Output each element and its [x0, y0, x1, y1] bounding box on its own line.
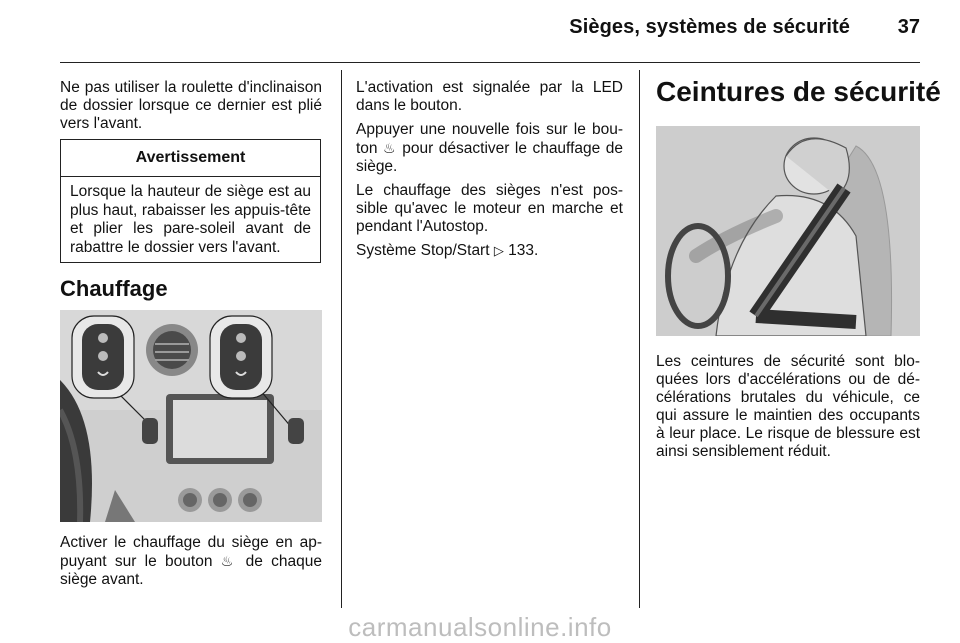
seatbelts-text: Les ceintures de sécurité sont blo-quées lors d'accélérations ou de dé-célérations brutales du véhicule, ce qui assure le maintien des occupants à leur place. Le risque de blessure est ainsi sensiblement réduit. — [656, 353, 920, 460]
led-paragraph: L'activation est signalée par la LED dans le bouton. — [356, 79, 623, 114]
seatbelt-illustration — [656, 126, 920, 336]
seat-heating-icon: ♨ — [383, 140, 397, 156]
deactivate-text-start: Appuyer une nouvelle fois sur le bou-ton — [356, 121, 623, 157]
warning-title: Avertissement — [61, 140, 320, 177]
stop-start-page[interactable]: 133. — [508, 242, 539, 259]
deactivate-text-end: pour désactiver le chauffage de siège. — [356, 140, 623, 175]
page-number: 37 — [897, 16, 920, 38]
seat-heating-icon: ♨ — [220, 553, 238, 569]
warning-text: Lorsque la hauteur de siège est au plus haut, rabaisser les appuis-tête et plier les pare-soleil avant de rabattre le dossier vers l'avant. — [70, 183, 311, 256]
page-header-title: Sièges, systèmes de sécurité — [569, 16, 850, 38]
seatbelts-heading: Ceintures de sécurité — [656, 76, 941, 107]
triangle-right-icon: ▷ — [493, 243, 504, 258]
header-rule — [60, 62, 920, 63]
seatbelts-paragraph — [656, 353, 920, 467]
heating-heading: Chauffage — [60, 276, 168, 301]
column-divider-2 — [639, 70, 640, 608]
watermark: carmanualsonline.info — [348, 612, 612, 642]
heating-paragraph — [60, 534, 322, 589]
engine-paragraph: Le chauffage des sièges n'est pos-sible qu'avec le moteur en marche et pendant l'Autostop. — [356, 182, 623, 235]
stop-start-text: Système Stop/Start — [356, 242, 490, 259]
column-2-text — [356, 79, 623, 266]
warning-box — [60, 139, 321, 263]
heating-text-end: de chaque siège avant. — [60, 553, 322, 588]
intro-paragraph — [60, 79, 322, 139]
heating-text-start: Activer le chauffage du siège en ap-puyant sur le bouton — [60, 534, 322, 570]
stop-start-reference — [356, 242, 623, 260]
column-divider-1 — [341, 70, 342, 608]
deactivate-paragraph — [356, 121, 623, 176]
dashboard-heating-illustration — [60, 310, 322, 522]
intro-text: Ne pas utiliser la roulette d'inclinaison de dossier lorsque ce dernier est plié vers l'avant. — [60, 79, 322, 132]
